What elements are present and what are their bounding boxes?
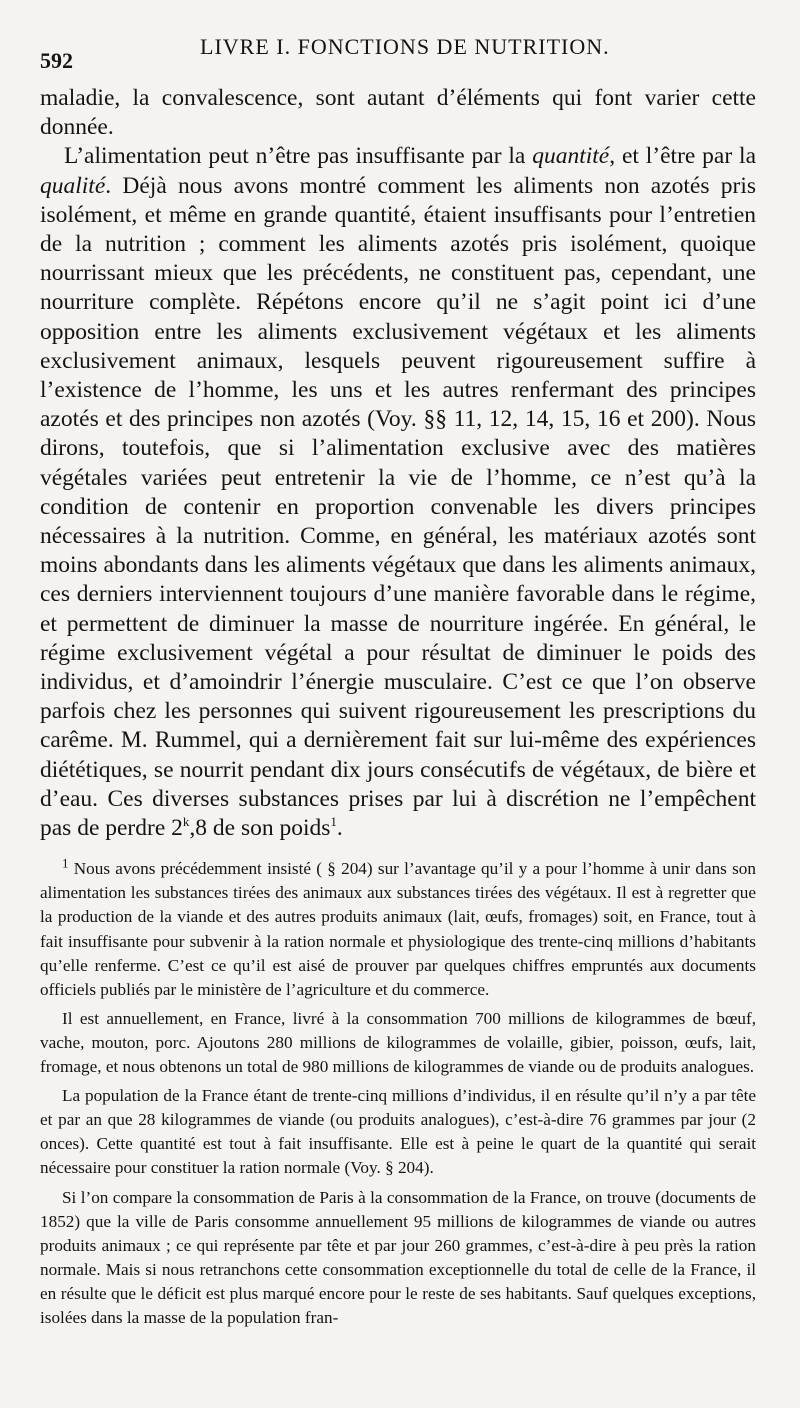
paragraph-alimentation — [40, 142, 756, 843]
main-text — [40, 84, 756, 843]
footnote-paragraph-3: La population de la France étant de trente-cinq millions d’individus, il en résulte qu’il n’y a par tête et par an que 28 kilogrammes de viande (ou produits analogues), c’est-à-dire 76 grammes par jour (2 onces). Cette quantité est tout à fait insuffisante. Elle est à peine le quart de la quantité qui serait nécessaire pour constituer la ration normale (Voy. § 204). — [40, 1086, 756, 1178]
running-head: LIVRE I. FONCTIONS DE NUTRITION. — [200, 34, 610, 59]
text-run: , et l’être par la — [609, 143, 757, 170]
unit-superscript: k — [182, 814, 190, 830]
emphasis-qualite: qualité — [40, 172, 106, 199]
text-run: ,8 de son poids — [189, 815, 331, 842]
text-run: . — [336, 815, 343, 842]
text-run: . Déjà nous avons montré comment les aliments non azotés pris isolément, et même en grande quantité, étaient insuffisants pour l’entretien de la nutrition ; comment les aliments azotés pris isolément, quoique nourrissant mieux que les précédents, ne constituent pas, cependant, une nourriture complète. Répétons encore qu’il ne s’agit point ici d’une opposition entre les aliments exclusivement végétaux et les aliments exclusivement animaux, lesquels peuvent rigoureusement suffire à l’existence de l’homme, les uns et les autres renfermant des principes azotés et des principes non azotés (Voy. §§ 11, 12, 14, 15, 16 et 200). Nous dirons, toutefois, que si l’alimentation exclusive avec des matières végétales variées peut entretenir la vie de l’homme, ce n’est qu’à la condition de contenir en proportion convenable les divers principes nécessaires à la nutrition. Comme, en général, les matériaux azotés sont moins abondants dans les aliments végétaux que dans les aliments animaux, ces derniers interviennent toujours d’une manière favorable dans le régime, et permettent de diminuer la masse de nourriture ingérée. En général, le régime exclusivement végétal a pour résultat de diminuer le poids des individus, et d’amoindrir l’énergie musculaire. C’est ce que l’on observe parfois chez les personnes qui suivent rigoureusement les prescriptions du carême. M. Rummel, qui a dernièrement fait sur lui-même des expériences diététiques, se nourrit pendant dix jours consécutifs de végétaux, de bière et d’eau. Ces diverses substances prises par lui à discrétion ne l’empêchent pas de perdre 2 — [40, 172, 756, 842]
footnote-paragraph-4: Si l’on compare la consommation de Paris à la consommation de la France, on trouve (documents de 1852) que la ville de Paris consomme annuellement 95 millions de kilogrammes de viande ou autres produits animaux ; ce qui représente par tête et par jour 260 grammes, c’est-à-dire à peu près la ration normale. Mais si nous retranchons cette consommation exceptionnelle du total de celle de la France, il en résulte que le déficit est plus marqué encore pour le reste de ses habitants. Sauf quelques exceptions, isolées dans la masse de la population fran- — [40, 1187, 756, 1327]
footnote-marker: 1 — [62, 855, 69, 871]
emphasis-quantite: quantité — [532, 143, 610, 170]
footnotes — [40, 857, 756, 1330]
footnote-paragraph-2: Il est annuellement, en France, livré à la consommation 700 millions de kilogrammes de bœuf, vache, mouton, porc. Ajoutons 280 millions de kilogrammes de volaille, gibier, poisson, œufs, lait, fromage, et nous obtenons un total de 980 millions de kilogrammes de viande ou de produits analogues. — [40, 1008, 756, 1077]
footnote-text: Nous avons précédemment insisté ( § 204) sur l’avantage qu’il y a pour l’homme à unir dans son alimentation les substances tirées des animaux aux substances tirées des végétaux. Il est à regretter que la production de la viande et des autres produits animaux (lait, œufs, fromages) soit, en France, tout à fait insuffisante pour subvenir à la ration normale et physiologique des trente-cinq millions d’habitants qu’elle renferme. C’est ce qu’il est aisé de prouver par quelques chiffres empruntés aux documents officiels publiés par le ministère de l’agriculture et du commerce. — [40, 859, 756, 999]
page-header — [40, 28, 756, 84]
footnote-1 — [40, 857, 756, 1002]
paragraph-continued: maladie, la convalescence, sont autant d’éléments qui font varier cette donnée. — [40, 85, 756, 141]
text-run: L’alimentation peut n’être pas insuffisante par la — [64, 143, 533, 170]
footnote-reference[interactable]: 1 — [330, 814, 337, 830]
page-number: 592 — [40, 48, 73, 73]
